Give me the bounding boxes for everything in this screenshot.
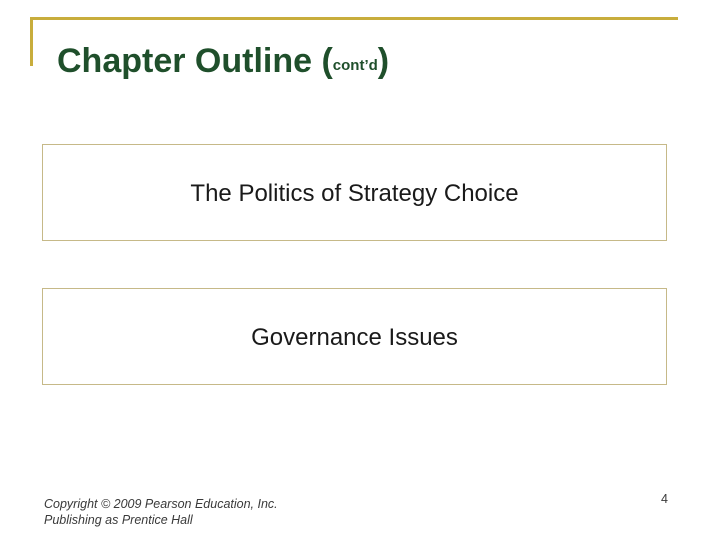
copyright-footer [44, 496, 278, 528]
outline-box-label: Governance Issues [251, 324, 458, 351]
outline-box-governance [42, 288, 667, 385]
copyright-line: Copyright © 2009 Pearson Education, Inc. [44, 497, 278, 511]
top-accent-bar [30, 17, 678, 20]
title-main: Chapter Outline ( [57, 42, 333, 80]
title-cont: cont’d [332, 57, 378, 74]
slide-title [57, 44, 389, 78]
outline-box-politics [42, 144, 667, 241]
page-number: 4 [661, 492, 668, 506]
left-accent-bar [30, 17, 33, 66]
outline-box-label: The Politics of Strategy Choice [190, 180, 519, 207]
publisher-line: Publishing as Prentice Hall [44, 513, 193, 527]
title-close: ) [377, 42, 390, 80]
